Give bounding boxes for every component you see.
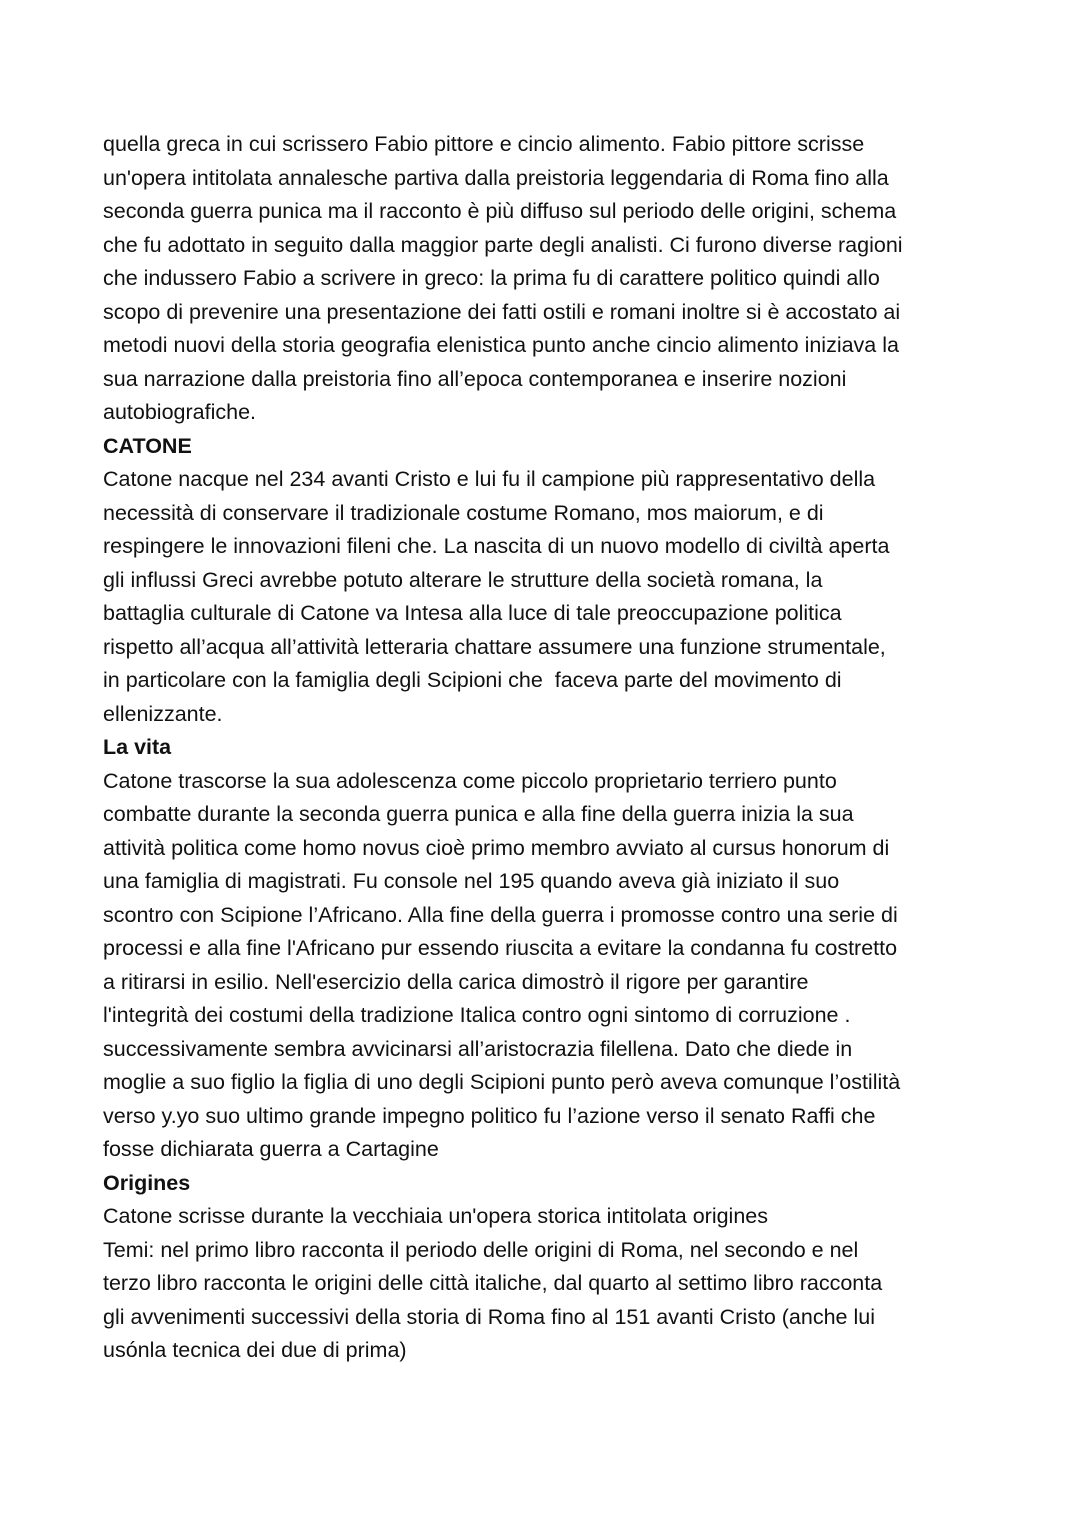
intro-paragraph xyxy=(103,128,983,430)
section-catone xyxy=(103,430,983,732)
text-line: a ritirarsi in esilio. Nell'esercizio della carica dimostrò il rigore per garantire xyxy=(103,969,809,994)
text-line: fosse dichiarata guerra a Cartagine xyxy=(103,1137,439,1161)
text-line: autobiografiche. xyxy=(103,400,256,424)
section-origines xyxy=(103,1167,983,1368)
text-line: quella greca in cui scrissero Fabio pittore e cincio alimento. Fabio pittore scrisse xyxy=(103,132,865,156)
document-page xyxy=(103,128,983,1368)
text-line: processi e alla fine l'Africano pur essendo riuscita a evitare la condanna fu costretto xyxy=(103,936,898,960)
section-heading: La vita xyxy=(103,735,172,759)
text-line: che indussero Fabio a scrivere in greco: la prima fu di carattere politico quindi allo xyxy=(103,266,880,290)
text-line: Catone scrisse durante la vecchiaia un'opera storica intitolata origines xyxy=(103,1204,768,1228)
text-line: usónla tecnica dei due di prima) xyxy=(103,1338,407,1362)
text-line: Catone trascorse la sua adolescenza come piccolo proprietario terriero punto xyxy=(103,768,837,793)
text-line: un'opera intitolata annalesche partiva dalla preistoria leggendaria di Roma fino alla xyxy=(103,165,889,190)
text-line: battaglia culturale di Catone va Intesa alla luce di tale preoccupazione politica xyxy=(103,601,842,625)
text-line: metodi nuovi della storia geografia elenistica punto anche cincio alimento iniziava la xyxy=(103,333,899,357)
text-line: seconda guerra punica ma il racconto è più diffuso sul periodo delle origini, schema xyxy=(103,199,897,223)
section-la-vita xyxy=(103,731,983,1167)
text-line: respingere le innovazioni fileni che. La nascita di un nuovo modello di civiltà aperta xyxy=(103,534,890,558)
text-line: gli avvenimenti successivi della storia di Roma fino al 151 avanti Cristo (anche lui xyxy=(103,1304,875,1329)
text-line: Temi: nel primo libro racconta il periodo delle origini di Roma, nel secondo e nel xyxy=(103,1237,859,1262)
text-line: gli influssi Greci avrebbe potuto alterare le strutture della società romana, la xyxy=(103,567,823,592)
text-line: l'integrità dei costumi della tradizione Italica contro ogni sintomo di corruzione . xyxy=(103,1003,851,1027)
text-line: una famiglia di magistrati. Fu console nel 195 quando aveva già iniziato il suo xyxy=(103,869,840,893)
text-line: ellenizzante. xyxy=(103,701,223,726)
text-line: in particolare con la famiglia degli Scipioni che faceva parte del movimento di xyxy=(103,668,842,692)
text-line: necessità di conservare il tradizionale costume Romano, mos maiorum, e di xyxy=(103,500,824,525)
text-line: Catone nacque nel 234 avanti Cristo e lui fu il campione più rappresentativo della xyxy=(103,467,876,491)
text-line: verso y.yo suo ultimo grande impegno politico fu l’azione verso il senato Raffi che xyxy=(103,1103,876,1128)
section-heading: Origines xyxy=(103,1170,191,1195)
text-line: scontro con Scipione l’Africano. Alla fine della guerra i promosse contro una serie di xyxy=(103,902,898,927)
text-line: moglie a suo figlio la figlia di uno degli Scipioni punto però aveva comunque l’ostilità xyxy=(103,1070,901,1094)
text-line: terzo libro racconta le origini delle città italiche, dal quarto al settimo libro racconta xyxy=(103,1271,883,1295)
text-line: che fu adottato in seguito dalla maggior parte degli analisti. Ci furono diverse ragioni xyxy=(103,232,903,257)
text-line: attività politica come homo novus cioè primo membro avviato al cursus honorum di xyxy=(103,835,890,860)
text-line: scopo di prevenire una presentazione dei fatti ostili e romani inoltre si è accostato ai xyxy=(103,299,901,324)
text-line: sua narrazione dalla preistoria fino all’epoca contemporanea e inserire nozioni xyxy=(103,366,847,391)
section-heading: CATONE xyxy=(103,433,192,458)
text-line: combatte durante la seconda guerra punica e alla fine della guerra inizia la sua xyxy=(103,802,854,826)
text-line: rispetto all’acqua all’attività letteraria chattare assumere una funzione strumentale, xyxy=(103,634,886,659)
text-line: successivamente sembra avvicinarsi all’aristocrazia filellena. Dato che diede in xyxy=(103,1036,853,1061)
